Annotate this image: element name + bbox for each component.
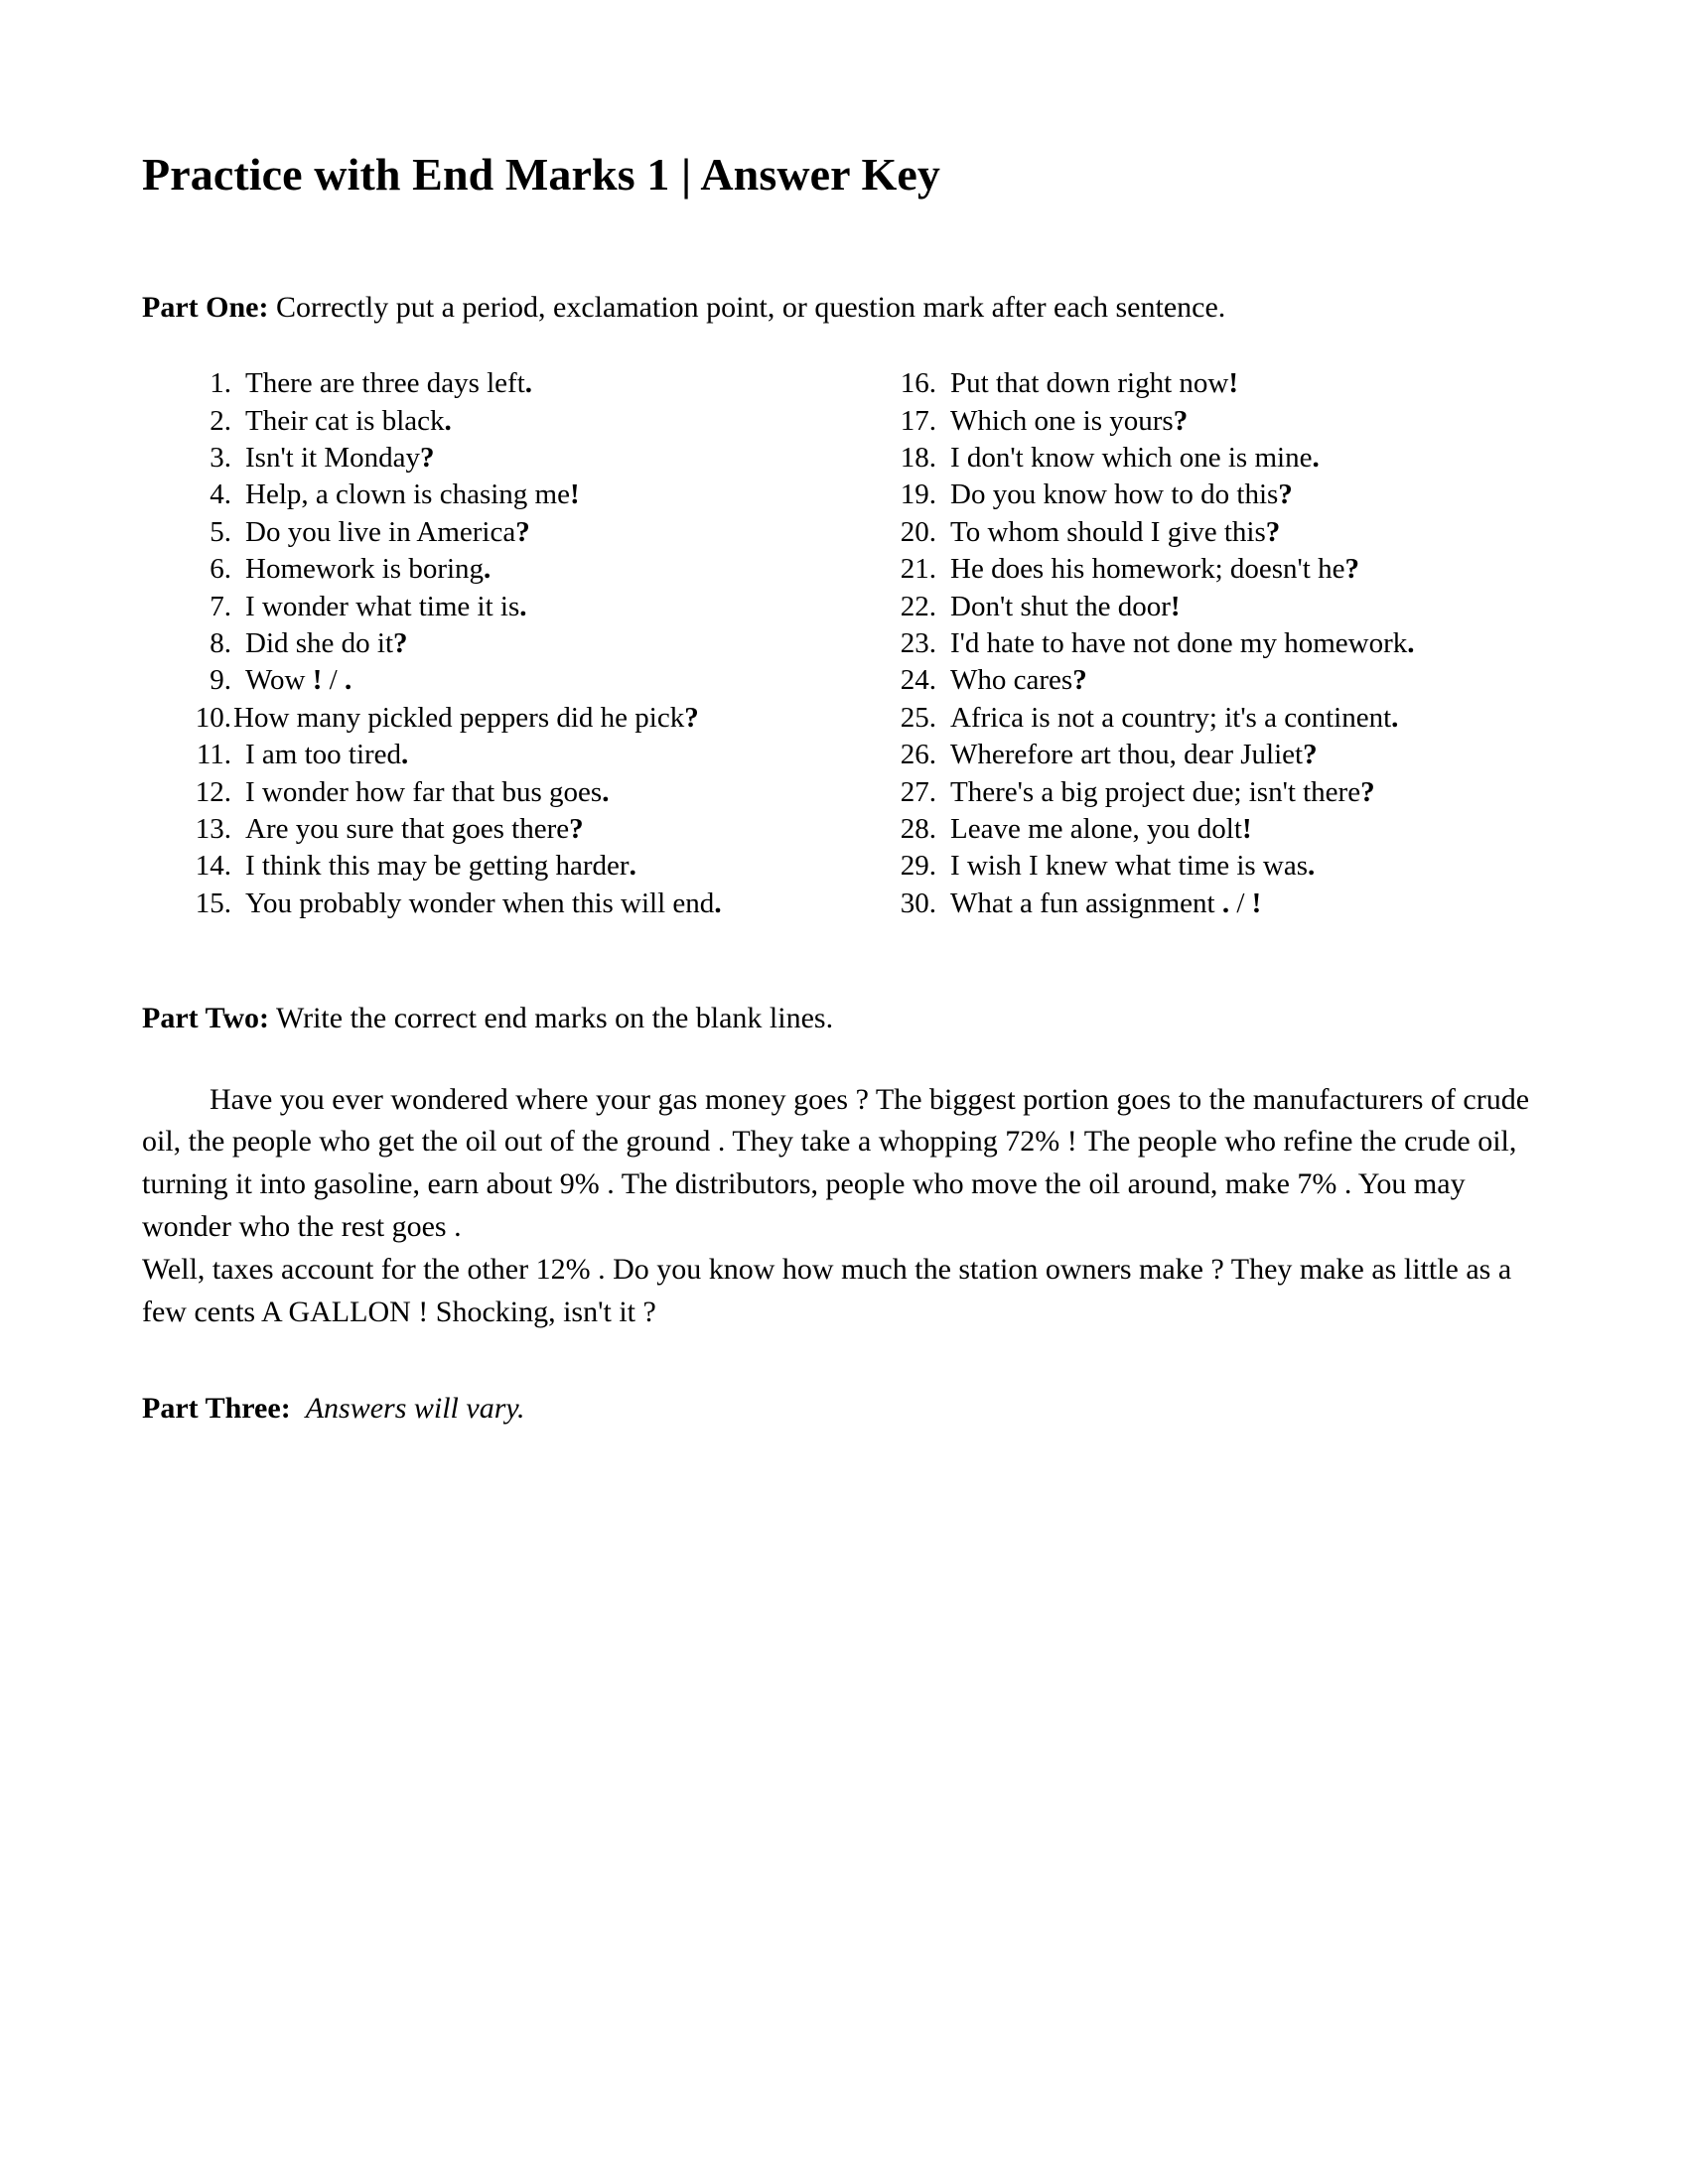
item-text: [245, 848, 797, 884]
list-item: [887, 625, 1502, 661]
sentence-text: There's a big project due; isn't there: [950, 775, 1361, 808]
sentence-text: I don't know which one is mine: [950, 442, 1313, 475]
item-text: [245, 514, 797, 550]
item-text: [245, 886, 797, 921]
sentence-text: Homework is boring: [245, 553, 485, 586]
sentence-text: Isn't it Monday: [245, 442, 420, 475]
item-text: [245, 551, 797, 587]
end-mark: ?: [1265, 515, 1281, 548]
item-text: [245, 811, 797, 847]
list-item: [887, 440, 1502, 476]
end-mark: .: [602, 775, 610, 808]
item-text: [245, 737, 797, 772]
item-number: 21.: [900, 553, 936, 586]
end-mark: .: [444, 404, 452, 437]
end-mark: .: [484, 553, 492, 586]
sentence-text: There are three days left: [245, 367, 525, 400]
item-number: 12.: [195, 775, 231, 808]
end-mark: ?: [420, 442, 435, 475]
item-number: 10.: [195, 701, 231, 734]
item-number: 8.: [210, 627, 231, 660]
sentence-text: Wherefore art thou, dear Juliet: [950, 739, 1304, 771]
sentence-text: He does his homework; doesn't he: [950, 553, 1345, 586]
part-one-label: Part One:: [142, 290, 269, 324]
item-number: 15.: [195, 887, 231, 919]
item-number: 2.: [210, 404, 231, 437]
item-number: 4.: [210, 478, 231, 511]
sentence-text: Their cat is black: [245, 404, 445, 437]
part-one-heading: [142, 287, 1552, 328]
list-item: [887, 477, 1502, 512]
item-number: 24.: [900, 664, 936, 697]
list-item: [182, 662, 797, 698]
item-text: [950, 589, 1502, 624]
sentence-text: Africa is not a country; it's a continent: [950, 701, 1392, 734]
item-text: [245, 589, 797, 624]
end-mark: !: [312, 664, 323, 697]
item-number: 30.: [900, 887, 936, 919]
list-item: [182, 589, 797, 624]
list-item: [887, 589, 1502, 624]
list-item: [887, 662, 1502, 698]
list-item: [887, 774, 1502, 810]
part-three-answer-text: Answers will vary.: [305, 1391, 525, 1425]
sentence-text: Who cares: [950, 664, 1073, 697]
item-number: 25.: [900, 701, 936, 734]
part-two-label: Part Two:: [142, 1002, 270, 1035]
end-mark: .: [1391, 701, 1399, 734]
end-mark: .: [714, 887, 722, 919]
item-number: 19.: [900, 478, 936, 511]
item-text: [950, 514, 1502, 550]
list-item: [182, 886, 797, 921]
page-content: [142, 149, 1552, 1429]
end-mark: .: [629, 850, 636, 883]
paragraph-text: Well, taxes account for the other 12% . Do you know how much the station owners make ? They make as little as a few cents A GALLON ! Shocking, isn't it ?: [142, 1253, 1512, 1328]
item-text: [245, 440, 797, 476]
end-mark: ?: [1303, 739, 1318, 771]
list-item: [182, 440, 797, 476]
sentence-text: I think this may be getting harder: [245, 850, 630, 883]
sentence-text: Put that down right now: [950, 367, 1229, 400]
sentence-text: Wow: [245, 664, 313, 697]
item-number: 28.: [900, 812, 936, 845]
item-text: [245, 477, 797, 512]
end-mark: !: [1241, 812, 1252, 845]
sentence-text: Do you know how to do this: [950, 478, 1279, 511]
list-item: [887, 737, 1502, 772]
item-number: 26.: [900, 739, 936, 771]
end-mark: .: [1407, 627, 1415, 660]
list-item: [182, 403, 797, 439]
page-title: Practice with End Marks 1 | Answer Key: [142, 149, 940, 200]
item-text: [245, 662, 797, 698]
item-text: [950, 886, 1502, 921]
end-mark: .: [519, 590, 527, 622]
end-mark: ?: [393, 627, 408, 660]
part-two-paragraph-one: [142, 1079, 1552, 1250]
end-mark: !: [1228, 367, 1239, 400]
part-two-instructions: Write the correct end marks on the blank lines.: [269, 1002, 834, 1035]
item-number: 7.: [210, 590, 231, 622]
end-mark-separator: /: [1229, 887, 1252, 919]
part-three-answer: [291, 1392, 525, 1425]
paragraph-text: Have you ever wondered where your gas money goes ? The biggest portion goes to the manufacturers of crude oil, the people who get the oil out of the ground . They take a whopping 72% ! The people who refine the crude oil, turning it into gasoline, earn about 9% . The distributors, people who move the oil around, make 7% . You may wonder who the rest goes .: [142, 1082, 1530, 1244]
list-item: [887, 700, 1502, 736]
end-mark: ?: [1072, 664, 1087, 697]
item-number: 18.: [900, 442, 936, 475]
end-mark-separator: /: [322, 664, 345, 697]
end-mark: .: [1312, 442, 1320, 475]
item-text: [950, 365, 1502, 401]
item-number: 16.: [900, 367, 936, 400]
item-number: 20.: [900, 515, 936, 548]
sentence-text: I wonder how far that bus goes: [245, 775, 603, 808]
list-item: [182, 365, 797, 401]
list-item: [182, 477, 797, 512]
item-text: [950, 811, 1502, 847]
list-item: [182, 700, 797, 736]
end-mark: ?: [1278, 478, 1293, 511]
item-text: [245, 403, 797, 439]
item-text: [950, 662, 1502, 698]
item-number: 29.: [900, 850, 936, 883]
part-three-heading: [142, 1388, 1552, 1429]
part-two-paragraph-two: [142, 1249, 1552, 1334]
sentence-text: To whom should I give this: [950, 515, 1266, 548]
sentence-text: Did she do it: [245, 627, 394, 660]
list-item: [887, 551, 1502, 587]
list-item: [887, 514, 1502, 550]
list-item: [182, 514, 797, 550]
sentence-text: I wonder what time it is: [245, 590, 520, 622]
sentence-text: Which one is yours: [950, 404, 1174, 437]
list-item: [182, 551, 797, 587]
item-text: [950, 774, 1502, 810]
end-mark: ?: [1173, 404, 1189, 437]
end-mark-alternate: .: [344, 664, 352, 697]
item-text: [245, 774, 797, 810]
end-mark: ?: [515, 515, 530, 548]
item-number: 13.: [195, 812, 231, 845]
item-number: 17.: [900, 404, 936, 437]
sentence-text: Leave me alone, you dolt: [950, 812, 1242, 845]
item-text: [245, 365, 797, 401]
item-number: 5.: [210, 515, 231, 548]
item-text: [950, 551, 1502, 587]
item-text: [245, 625, 797, 661]
sentence-text: Don't shut the door: [950, 590, 1171, 622]
end-mark-alternate: !: [1251, 887, 1262, 919]
end-mark: ?: [1344, 553, 1359, 586]
list-item: [182, 774, 797, 810]
item-number: 9.: [210, 664, 231, 697]
end-mark: .: [1221, 887, 1230, 919]
part-two-section: [142, 998, 1552, 1334]
end-mark: !: [569, 478, 580, 511]
part-one-answer-columns: [182, 365, 1552, 922]
item-number: 11.: [196, 739, 231, 771]
end-mark: .: [1308, 850, 1316, 883]
part-three-label: Part Three:: [142, 1391, 291, 1425]
item-text: [950, 477, 1502, 512]
item-text: [950, 440, 1502, 476]
end-mark: !: [1170, 590, 1181, 622]
list-item: [182, 848, 797, 884]
sentence-text: Help, a clown is chasing me: [245, 478, 570, 511]
sentence-text: Are you sure that goes there: [245, 812, 570, 845]
end-mark: ?: [1360, 775, 1375, 808]
item-text: [950, 700, 1502, 736]
item-text: [950, 625, 1502, 661]
item-number: 3.: [210, 442, 231, 475]
list-item: [887, 886, 1502, 921]
item-number: 22.: [900, 590, 936, 622]
end-mark: .: [524, 367, 533, 400]
list-item: [182, 811, 797, 847]
list-item: [182, 737, 797, 772]
end-mark: ?: [684, 701, 699, 734]
sentence-text: I'd hate to have not done my homework: [950, 627, 1408, 660]
sentence-text: What a fun assignment: [950, 887, 1222, 919]
part-one-left-column: [182, 365, 797, 922]
list-item: [182, 625, 797, 661]
item-text: [950, 403, 1502, 439]
end-mark: .: [401, 739, 409, 771]
item-number: 27.: [900, 775, 936, 808]
item-number: 6.: [210, 553, 231, 586]
item-number: 14.: [195, 850, 231, 883]
part-three-section: [142, 1388, 1552, 1429]
item-text: [950, 737, 1502, 772]
item-number: 1.: [210, 367, 231, 400]
item-text: [233, 700, 797, 736]
part-one-instructions: Correctly put a period, exclamation point, or question mark after each sentence.: [268, 290, 1226, 324]
list-item: [887, 403, 1502, 439]
part-two-heading: [142, 998, 1552, 1038]
list-item: [887, 365, 1502, 401]
sentence-text: You probably wonder when this will end: [245, 887, 715, 919]
sentence-text: Do you live in America: [245, 515, 516, 548]
item-text: [950, 848, 1502, 884]
list-item: [887, 811, 1502, 847]
item-number: 23.: [900, 627, 936, 660]
sentence-text: How many pickled peppers did he pick: [233, 701, 685, 734]
sentence-text: I am too tired: [245, 739, 402, 771]
sentence-text: I wish I knew what time is was: [950, 850, 1309, 883]
part-one-right-column: [887, 365, 1502, 922]
end-mark: ?: [569, 812, 584, 845]
list-item: [887, 848, 1502, 884]
